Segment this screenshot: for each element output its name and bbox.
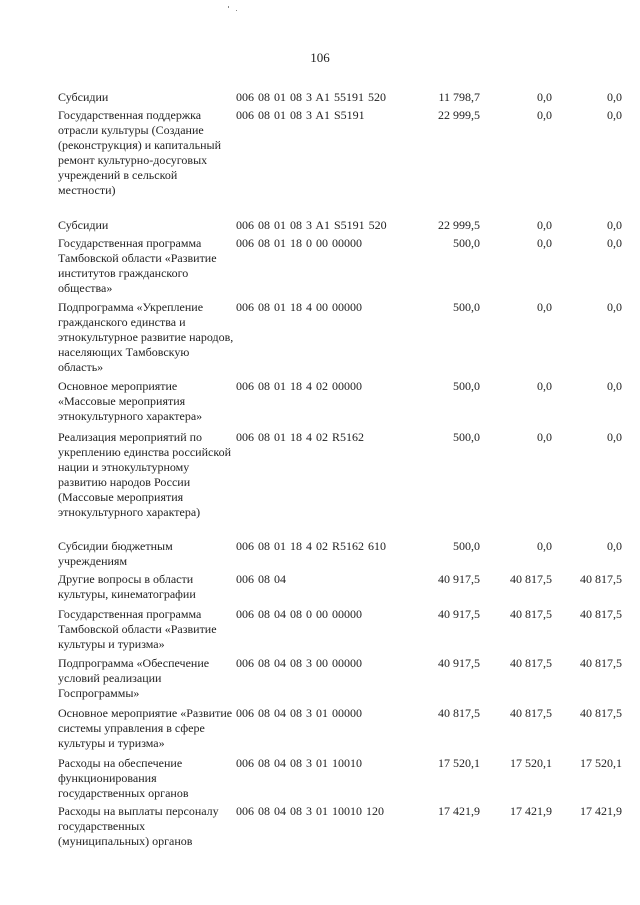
row-name: Субсидии бюджетным учреждениям	[58, 539, 173, 568]
row-code: 006 08 01 08 3 A1 S5191 520	[236, 218, 387, 232]
row-value-3: 17 520,1	[580, 756, 622, 770]
row-value-3: 0,0	[607, 379, 622, 393]
row-name: Субсидии	[58, 218, 109, 232]
row-value-2: 0,0	[537, 90, 552, 104]
row-name: Основное мероприятие «Развитие системы управления в сфере культуры и туризма»	[58, 706, 233, 750]
row-code: 006 08 04 08 3 01 10010 120	[236, 804, 384, 818]
row-code: 006 08 01 08 3 A1 S5191	[236, 108, 365, 122]
row-name: Государственная поддержка отрасли культуры (Создание (реконструкция) и капитальный ремонт культурно-досуговых учреждений в сельской местности)	[58, 108, 221, 197]
row-value-3: 0,0	[607, 430, 622, 444]
row-code: 006 08 01 18 4 02 R5162 610	[236, 539, 387, 553]
row-value-3: 0,0	[607, 236, 622, 250]
row-code: 006 08 04 08 3 00 00000	[236, 656, 362, 670]
row-value-1: 40 917,5	[438, 572, 480, 586]
row-value-1: 40 817,5	[438, 706, 480, 720]
row-value-3: 0,0	[607, 108, 622, 122]
row-value-2: 0,0	[537, 218, 552, 232]
row-name: Расходы на обеспечение функционирования государственных органов	[58, 756, 189, 800]
row-value-1: 40 917,5	[438, 607, 480, 621]
row-code: 006 08 01 18 4 02 00000	[236, 379, 362, 393]
row-value-3: 40 817,5	[580, 607, 622, 621]
row-value-1: 22 999,5	[438, 218, 480, 232]
row-value-3: 0,0	[607, 539, 622, 553]
row-value-1: 500,0	[453, 236, 480, 250]
row-name: Государственная программа Тамбовской области «Развитие институтов гражданского общества»	[58, 236, 217, 295]
row-value-3: 40 817,5	[580, 572, 622, 586]
row-value-3: 0,0	[607, 218, 622, 232]
row-value-1: 40 917,5	[438, 656, 480, 670]
row-code: 006 08 04 08 0 00 00000	[236, 607, 362, 621]
row-value-1: 22 999,5	[438, 108, 480, 122]
row-name: Основное мероприятие «Массовые мероприятия этнокультурного характера»	[58, 379, 203, 423]
row-code: 006 08 04 08 3 01 00000	[236, 706, 362, 720]
row-name: Расходы на выплаты персоналу государственных (муниципальных) органов	[58, 804, 219, 848]
row-value-3: 0,0	[607, 90, 622, 104]
row-value-3: 17 421,9	[580, 804, 622, 818]
row-code: 006 08 04 08 3 01 10010	[236, 756, 362, 770]
row-value-2: 0,0	[537, 108, 552, 122]
scan-mark	[236, 10, 237, 11]
row-value-2: 0,0	[537, 300, 552, 314]
row-code: 006 08 01 08 3 A1 55191 520	[236, 90, 387, 104]
row-code: 006 08 01 18 0 00 00000	[236, 236, 362, 250]
row-name: Другие вопросы в области культуры, кинематографии	[58, 572, 196, 601]
row-value-1: 500,0	[453, 379, 480, 393]
row-value-1: 500,0	[453, 539, 480, 553]
row-value-3: 0,0	[607, 300, 622, 314]
row-value-3: 40 817,5	[580, 656, 622, 670]
row-value-1: 500,0	[453, 300, 480, 314]
page-number: 106	[310, 50, 330, 65]
row-value-2: 0,0	[537, 379, 552, 393]
row-value-2: 17 421,9	[510, 804, 552, 818]
row-value-1: 500,0	[453, 430, 480, 444]
row-value-2: 40 817,5	[510, 572, 552, 586]
row-name: Государственная программа Тамбовской области «Развитие культуры и туризма»	[58, 607, 217, 651]
row-value-2: 0,0	[537, 236, 552, 250]
row-value-2: 40 817,5	[510, 656, 552, 670]
row-name: Подпрограмма «Обеспечение условий реализации Госпрограммы»	[58, 656, 210, 700]
row-name: Субсидии	[58, 90, 109, 104]
row-value-1: 11 798,7	[438, 90, 480, 104]
row-value-3: 40 817,5	[580, 706, 622, 720]
row-name: Подпрограмма «Укрепление гражданского единства и этнокультурное развитие народов, населяющих Тамбовскую область»	[58, 300, 234, 374]
row-value-2: 0,0	[537, 539, 552, 553]
scan-mark	[228, 6, 229, 8]
row-value-1: 17 520,1	[438, 756, 480, 770]
row-value-2: 0,0	[537, 430, 552, 444]
row-value-1: 17 421,9	[438, 804, 480, 818]
row-code: 006 08 01 18 4 00 00000	[236, 300, 362, 314]
row-code: 006 08 01 18 4 02 R5162	[236, 430, 365, 444]
row-value-2: 40 817,5	[510, 607, 552, 621]
row-value-2: 17 520,1	[510, 756, 552, 770]
row-value-2: 40 817,5	[510, 706, 552, 720]
row-code: 006 08 04	[236, 572, 286, 586]
row-name: Реализация мероприятий по укреплению единства российской нации и этнокультурному развитию народов России (Массовые мероприятия этнокультурного характера)	[58, 430, 231, 519]
